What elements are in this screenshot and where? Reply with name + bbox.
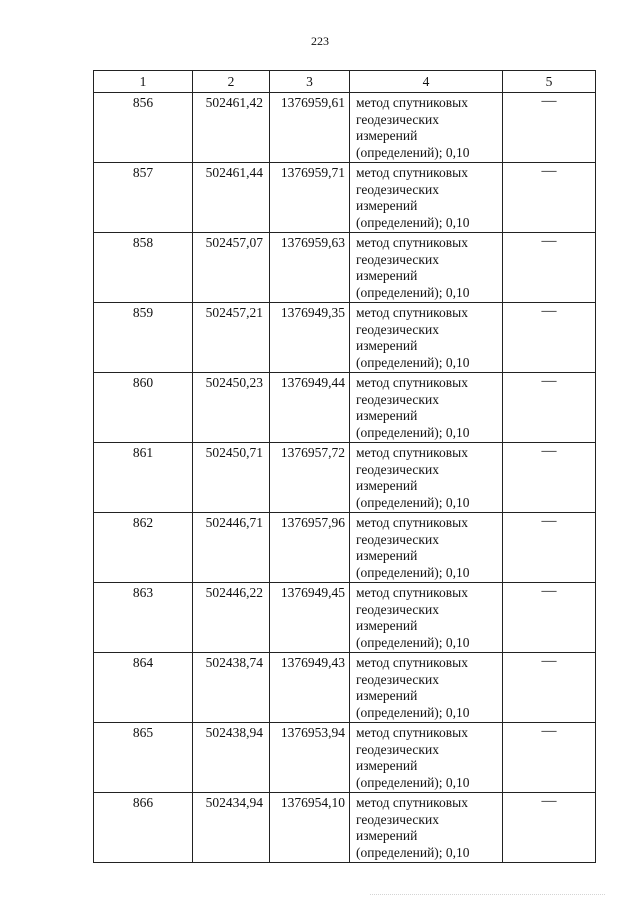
method-description: метод спутниковых геодезических измерений (определений); 0,10 [350,233,503,303]
table-row [94,93,596,163]
method-description: метод спутниковых геодезических измерений (определений); 0,10 [350,653,503,723]
column-header-1: 1 [94,71,193,93]
extra-value: — [503,233,596,303]
column-header-2: 2 [193,71,270,93]
extra-value: — [503,163,596,233]
coordinate-x: 502450,23 [193,373,270,443]
table-row [94,163,596,233]
table-row [94,653,596,723]
coordinate-x: 502438,94 [193,723,270,793]
column-header-3: 3 [270,71,350,93]
coordinate-y: 1376957,72 [270,443,350,513]
coordinate-x: 502461,44 [193,163,270,233]
coordinate-x: 502438,74 [193,653,270,723]
coordinate-y: 1376957,96 [270,513,350,583]
point-number: 858 [94,233,193,303]
coordinate-y: 1376953,94 [270,723,350,793]
coordinate-x: 502434,94 [193,793,270,863]
table-header-row [94,71,596,93]
extra-value: — [503,653,596,723]
table-row [94,793,596,863]
coordinate-x: 502461,42 [193,93,270,163]
table-row [94,443,596,513]
coordinate-y: 1376949,44 [270,373,350,443]
extra-value: — [503,303,596,373]
extra-value: — [503,443,596,513]
table-row [94,303,596,373]
coordinate-x: 502457,21 [193,303,270,373]
coordinate-x: 502446,22 [193,583,270,653]
method-description: метод спутниковых геодезических измерений (определений); 0,10 [350,373,503,443]
point-number: 865 [94,723,193,793]
coordinate-y: 1376949,43 [270,653,350,723]
point-number: 864 [94,653,193,723]
scan-footer-mark [370,894,605,901]
method-description: метод спутниковых геодезических измерений (определений); 0,10 [350,793,503,863]
point-number: 863 [94,583,193,653]
extra-value: — [503,583,596,653]
coordinate-y: 1376954,10 [270,793,350,863]
extra-value: — [503,513,596,583]
coordinate-y: 1376949,45 [270,583,350,653]
point-number: 859 [94,303,193,373]
coordinate-y: 1376959,61 [270,93,350,163]
table-row [94,513,596,583]
method-description: метод спутниковых геодезических измерений (определений); 0,10 [350,583,503,653]
point-number: 862 [94,513,193,583]
table-row [94,373,596,443]
column-header-4: 4 [350,71,503,93]
coordinate-x: 502450,71 [193,443,270,513]
method-description: метод спутниковых геодезических измерений (определений); 0,10 [350,163,503,233]
method-description: метод спутниковых геодезических измерений (определений); 0,10 [350,443,503,513]
coordinate-x: 502457,07 [193,233,270,303]
page-number: 223 [311,34,329,48]
table-row [94,723,596,793]
coordinates-table [93,70,596,863]
table-row [94,583,596,653]
column-header-5: 5 [503,71,596,93]
coordinate-y: 1376949,35 [270,303,350,373]
method-description: метод спутниковых геодезических измерений (определений); 0,10 [350,513,503,583]
point-number: 861 [94,443,193,513]
extra-value: — [503,93,596,163]
coordinate-y: 1376959,63 [270,233,350,303]
extra-value: — [503,723,596,793]
point-number: 860 [94,373,193,443]
table-row [94,233,596,303]
coordinate-y: 1376959,71 [270,163,350,233]
point-number: 866 [94,793,193,863]
extra-value: — [503,793,596,863]
method-description: метод спутниковых геодезических измерений (определений); 0,10 [350,303,503,373]
point-number: 857 [94,163,193,233]
method-description: метод спутниковых геодезических измерений (определений); 0,10 [350,93,503,163]
table-body [94,93,596,863]
coordinate-x: 502446,71 [193,513,270,583]
point-number: 856 [94,93,193,163]
extra-value: — [503,373,596,443]
method-description: метод спутниковых геодезических измерений (определений); 0,10 [350,723,503,793]
